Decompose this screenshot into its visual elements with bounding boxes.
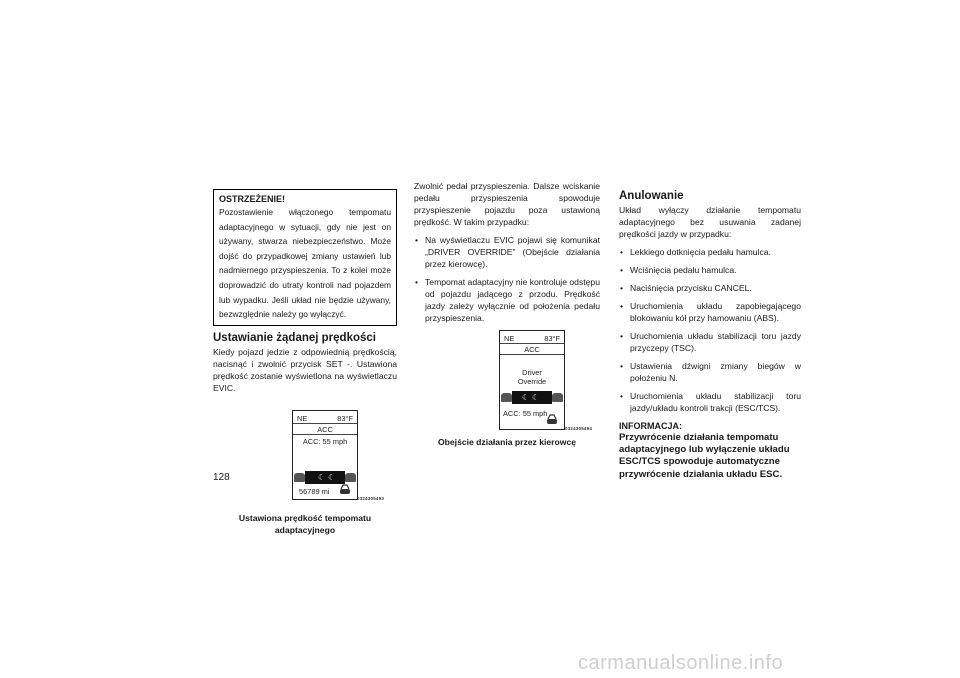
figure-caption-driver-override: Obejście działania przez kierowcę [437, 437, 577, 447]
warning-text: Pozostawienie włączonego tempomatu adaptacyjnego w sytuacji, gdy nie jest on używany, stwarza niebezpieczeństwo. Może dojść do przypadkowej zmiany ustawień lub nadmiernego przyspieszenia. To z kolei może doprowadzić do utraty kontroli nad pojazdem lub wypadku. Jeśli układ nie będzie używany, bezwzględnie należy go wyłączyć. [219, 207, 391, 320]
cancel-paragraph: Układ wyłączy działanie tempomatu adaptacyjnego bez usuwania zadanej prędkości jazdy w przypadku: [619, 205, 801, 239]
acc-vehicle-icon [339, 484, 351, 495]
car-icon [552, 393, 563, 402]
note-text: Przywrócenie działania tempomatu adaptacyjnego lub wyłączenie układu ESC/TCS spowoduje automatyczne przywrócenie działania układu ESC. [619, 432, 790, 480]
list-item: • Wciśnięcia pedału hamulca. [619, 264, 801, 276]
list-item: • Ustawienia dźwigni zmiany biegów w położeniu N. [619, 360, 801, 384]
list-item: • Uruchomienia układu zapobiegającego blokowaniu kół przy hamowaniu (ABS). [619, 300, 801, 324]
car-icon [501, 393, 512, 402]
warning-title: OSTRZEŻENIE! [219, 194, 286, 204]
distance-strip [293, 471, 357, 484]
evic-figure-driver-override [437, 330, 593, 432]
car-icon [345, 473, 356, 482]
set-speed-paragraph: Kiedy pojazd jedzie z odpowiednią prędkością, nacisnąć i zwolnić przycisk SET -. Ustawiona prędkość zostanie wyświetlona na wyświetlaczu EVIC. [213, 346, 397, 393]
warning-box [213, 189, 397, 326]
list-item: • Uruchomienia układu stabilizacji toru jazdy przyczepy (TSC). [619, 330, 801, 354]
page-number: 128 [213, 472, 230, 483]
note-title: INFORMACJA: [619, 421, 682, 431]
column-right [619, 180, 801, 481]
compass-heading: NE [504, 334, 515, 343]
list-item: • Tempomat adaptacyjny nie kontroluje odstępu od pojazdu jadącego z przodu. Prędkość jazdy zależy wyłącznie od położenia pedału przyspieszenia. [414, 276, 600, 324]
column-middle [414, 180, 600, 448]
override-paragraph: Zwolnić pedał przyspieszenia. Dalsze wciskanie pedału przyspieszenia spowoduje przyspieszenie pojazdu poza ustawioną prędkość. W takim przypadku: [414, 181, 600, 227]
evic-display [499, 330, 565, 430]
outside-temp: 83°F [544, 334, 560, 343]
list-item: • Lekkiego dotknięcia pedału hamulca. [619, 246, 801, 258]
odometer: 56789 mi [299, 486, 330, 496]
car-icon [294, 473, 305, 482]
distance-bar-icon: ☾ [318, 472, 326, 482]
override-bullet-list [414, 234, 600, 324]
distance-bar-icon: ☾ [522, 393, 530, 402]
acc-vehicle-icon [546, 414, 558, 425]
acc-mode-label: ACC [524, 345, 540, 354]
override-message-line2: Override [517, 377, 547, 386]
override-message-line1: Driver [522, 368, 542, 377]
figure-code: 0324305494 [565, 426, 593, 431]
list-item: • Naciśnięcia przycisku CANCEL. [619, 282, 801, 294]
watermark: carmanualsonline.info [578, 652, 784, 674]
figure-code: 0324305493 [357, 495, 385, 501]
distance-strip [500, 391, 564, 404]
list-item: • Uruchomienia układu stabilizacji toru jazdy/układu kontroli trakcji (ESC/TCS). [619, 390, 801, 414]
cancel-bullet-list [619, 246, 801, 414]
figure-caption-set-speed: Ustawiona prędkość tempomatu adaptacyjnego [238, 512, 372, 535]
list-item: • Na wyświetlaczu EVIC pojawi się komunikat „DRIVER OVERRIDE” (Obejście działania przez kierowcę). [414, 234, 600, 270]
evic-figure-set-speed [240, 402, 385, 508]
acc-mode-label: ACC [317, 424, 333, 434]
acc-set-speed: ACC: 55 mph [503, 409, 548, 418]
evic-display [292, 410, 358, 500]
column-left [213, 180, 397, 536]
section-heading-set-speed: Ustawianie żądanej prędkości [213, 331, 376, 344]
acc-set-speed: ACC: 55 mph [302, 436, 348, 446]
distance-bar-icon: ☾ [328, 472, 336, 482]
distance-bar-icon: ☾ [532, 393, 540, 402]
section-heading-cancel: Anulowanie [619, 190, 684, 202]
outside-temp: 83°F [337, 413, 353, 423]
compass-heading: NE [297, 413, 308, 423]
